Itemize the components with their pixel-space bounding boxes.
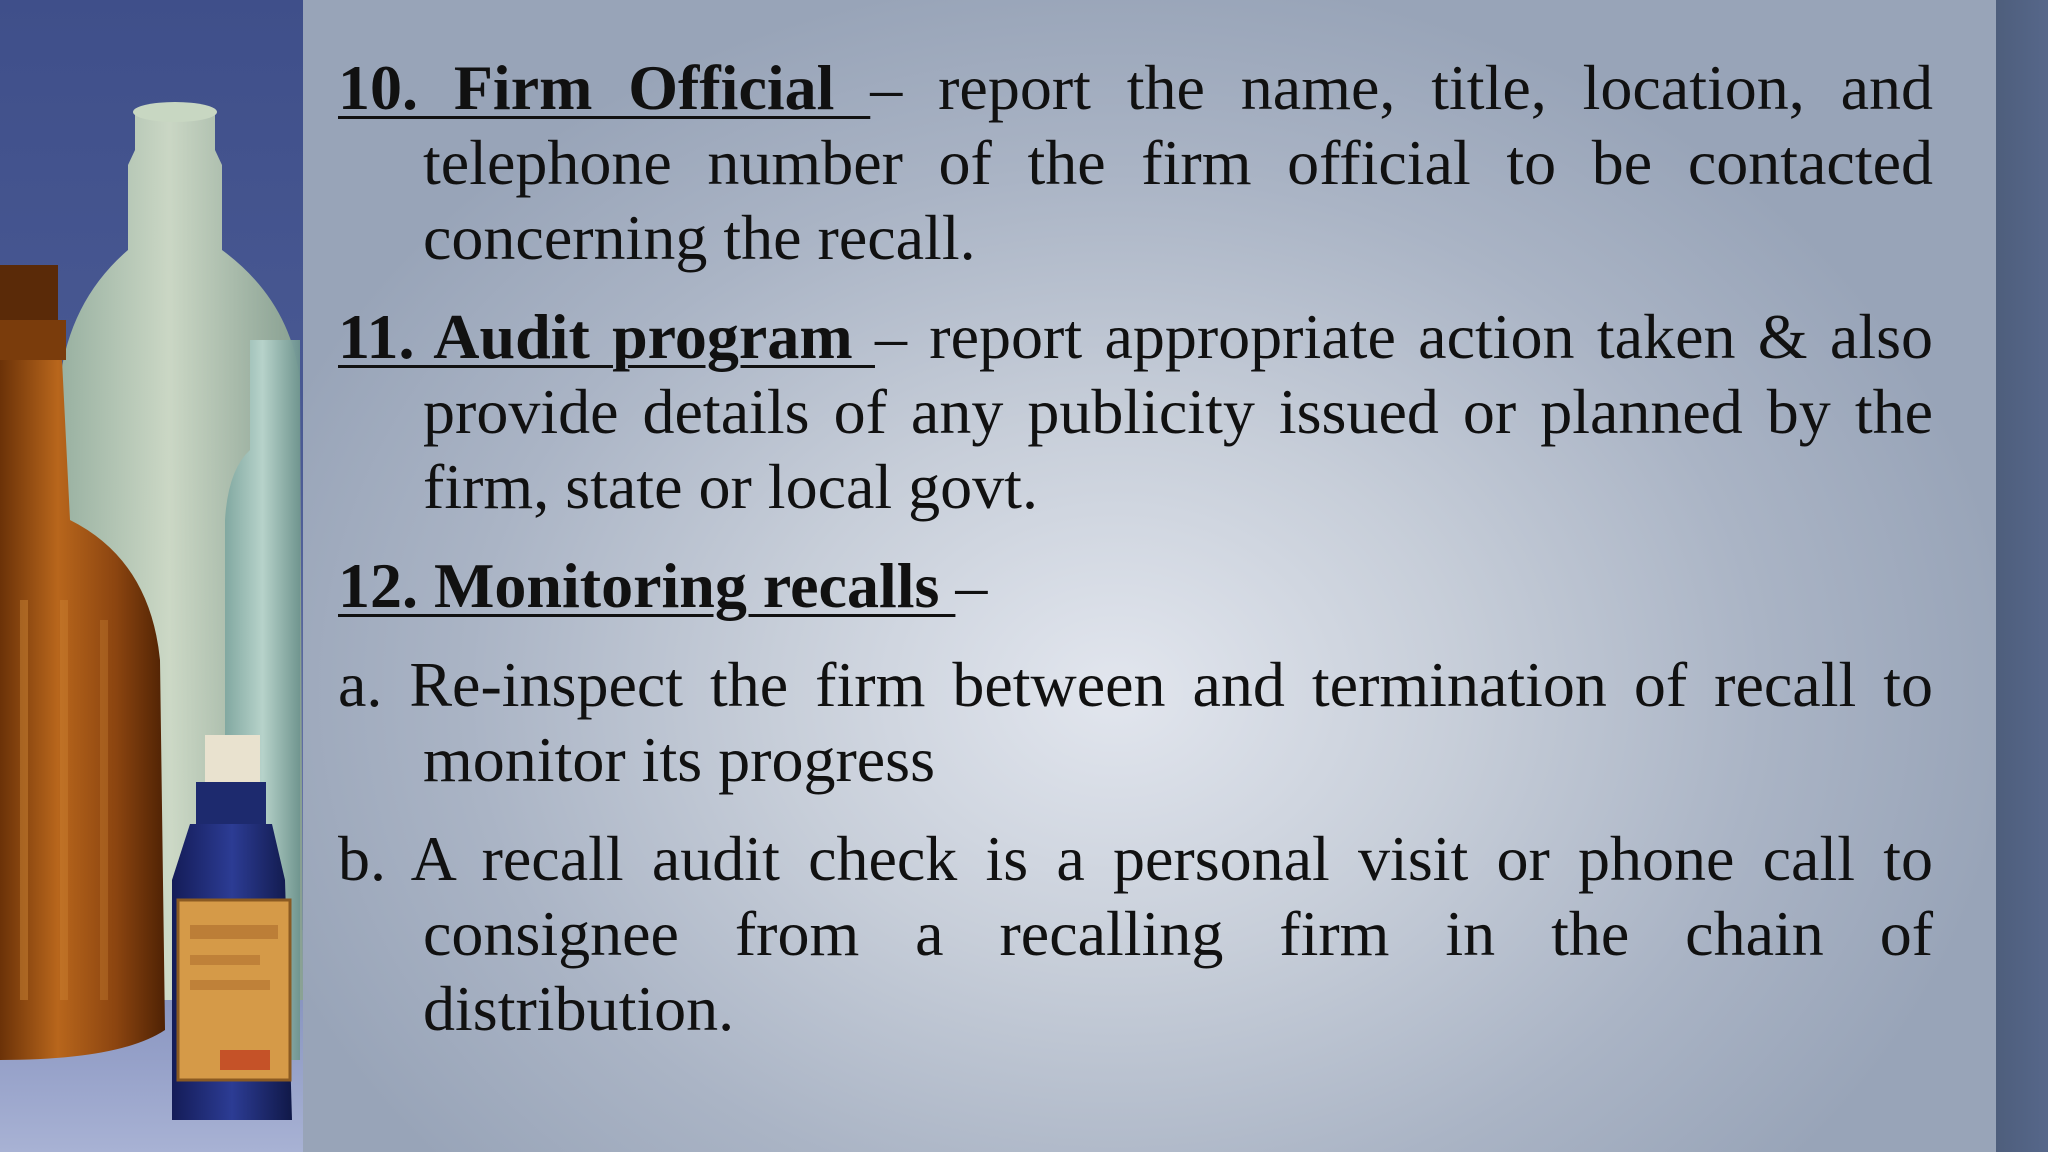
item-monitoring-recalls [338, 548, 1933, 623]
item-firm-official [338, 50, 1933, 275]
medicine-bottles-photo [0, 0, 303, 1152]
slide-text-body [338, 50, 1933, 1070]
sub-item-audit-check: b. A recall audit check is a personal visit or phone call to consignee from a recalling firm in the chain of distribution. [338, 823, 1933, 1044]
item-heading: 10. Firm Official [338, 52, 871, 123]
item-body: – [955, 550, 988, 621]
item-heading: 12. Monitoring recalls [338, 550, 956, 621]
content-panel [303, 0, 1996, 1152]
item-body: – report the name, title, location, and telephone number of the firm official to be contacted concerning the recall. [423, 52, 1934, 273]
item-audit-program [338, 299, 1933, 524]
item-heading: 11. Audit program [338, 301, 875, 372]
item-body: – report appropriate action taken & also provide details of any publicity issued or planned by the firm, state or local govt. [423, 301, 1934, 522]
sub-item-reinspect: a. Re-inspect the firm between and termination of recall to monitor its progress [338, 649, 1933, 795]
right-side-strip [1996, 0, 2048, 1152]
